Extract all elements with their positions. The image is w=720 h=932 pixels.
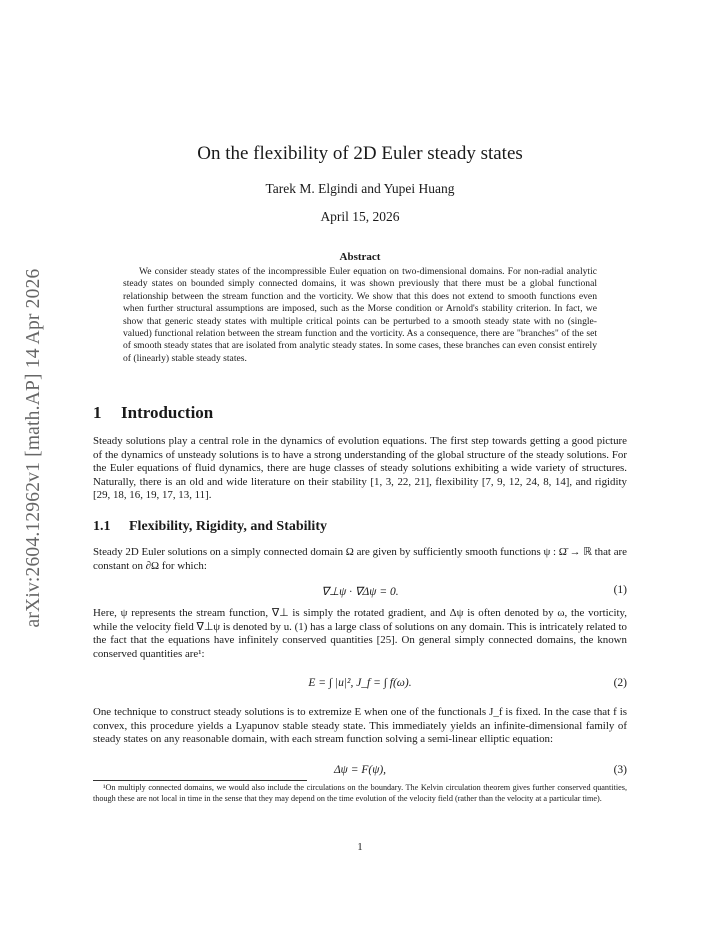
arxiv-identifier-text: arXiv:2604.12962v1 [math.AP] 14 Apr 2026: [23, 268, 44, 628]
equation-1: [93, 584, 627, 600]
paper-date: April 15, 2026: [320, 209, 400, 224]
subsection-paragraph-3: One technique to construct steady solutions is to extremize E when one of the functionals J_f is fixed. In the case that f is convex, this procedure yields a Lyapunov stable steady state. This immediately yields an infinite-dimensional family of steady states on any reasonable domain, with each stream function solving a semi-linear elliptic equation:: [93, 706, 627, 746]
paper-authors: Tarek M. Elgindi and Yupei Huang: [265, 181, 455, 196]
section-title: Introduction: [121, 403, 214, 422]
equation-1-body: ∇⊥ψ · ∇Δψ = 0.: [321, 586, 399, 598]
subsection-paragraph-1: Steady 2D Euler solutions on a simply connected domain Ω are given by sufficiently smooth functions ψ : Ω̄ → ℝ that are constant on ∂Ω for which:: [93, 546, 627, 572]
subsection-number: 1.1: [93, 519, 111, 534]
subsection-title: Flexibility, Rigidity, and Stability: [129, 519, 327, 534]
equation-3-tag: (3): [613, 764, 627, 776]
section-number: 1: [93, 403, 102, 422]
equation-2: [93, 677, 627, 695]
abstract-heading: Abstract: [339, 251, 381, 263]
paper-title: On the flexibility of 2D Euler steady states: [197, 143, 523, 164]
abstract-text: We consider steady states of the incompressible Euler equation on two-dimensional domains. For non-radial analytic steady states on bounded simply connected domains, it was shown previously that there must be a global functional relationship between the stream function and the vorticity. We show that this does not extend to smooth functions even when further structural assumptions are imposed, such as the Morse condition or Arnold's stability criterion. In fact, we show that generic steady states with multiple critical points can be perturbed to a smooth steady state with no (single-valued) functional relation between the stream function and the vorticity. As a consequence, there are "branches" of the set of smooth steady states that are isolated from analytic steady states. In some cases, these branches can even consist entirely of (linearly) stable steady states.: [123, 266, 597, 364]
arxiv-identifier: [18, 248, 50, 648]
intro-paragraph: Steady solutions play a central role in the dynamics of evolution equations. The first step towards getting a good picture of the dynamics of unsteady solutions is to have a strong understanding of the global structure of the steady solutions. For the Euler equations of fluid dynamics, there are huge classes of steady solutions exhibiting a wide variety of structures. Naturally, there is an old and wide literature on their stability [1, 3, 22, 21], flexibility [7, 9, 12, 24, 8, 14], and rigidity [29, 18, 16, 19, 17, 13, 11].: [93, 435, 627, 502]
equation-3: [93, 764, 627, 780]
section-heading-introduction: [93, 403, 213, 423]
page-number: 1: [357, 841, 363, 853]
equation-1-tag: (1): [613, 584, 627, 596]
equation-2-tag: (2): [613, 677, 627, 689]
subsection-heading: [93, 519, 327, 535]
equation-3-body: Δψ = F(ψ),: [333, 764, 387, 776]
subsection-paragraph-2: Here, ψ represents the stream function, ∇⊥ is simply the rotated gradient, and Δψ is often denoted by ω, the vorticity, while the velocity field ∇⊥ψ is denoted by u. (1) has a large class of solutions on any domain. This is intricately related to the fact that the equations have infinitely conserved quantities [25]. On general simply connected domains, the known conserved quantities are¹:: [93, 607, 627, 660]
equation-2-body: E = ∫ |u|², J_f = ∫ f(ω).: [308, 677, 412, 689]
footnote-text: ¹On multiply connected domains, we would also include the circulations on the boundary. The Kelvin circulation theorem gives further conserved quantities, though these are not local in time in the sense that they may depend on the time evolution of the velocity field (rather than the velocity at a particular time).: [93, 783, 627, 803]
footnote-rule: [93, 780, 307, 781]
